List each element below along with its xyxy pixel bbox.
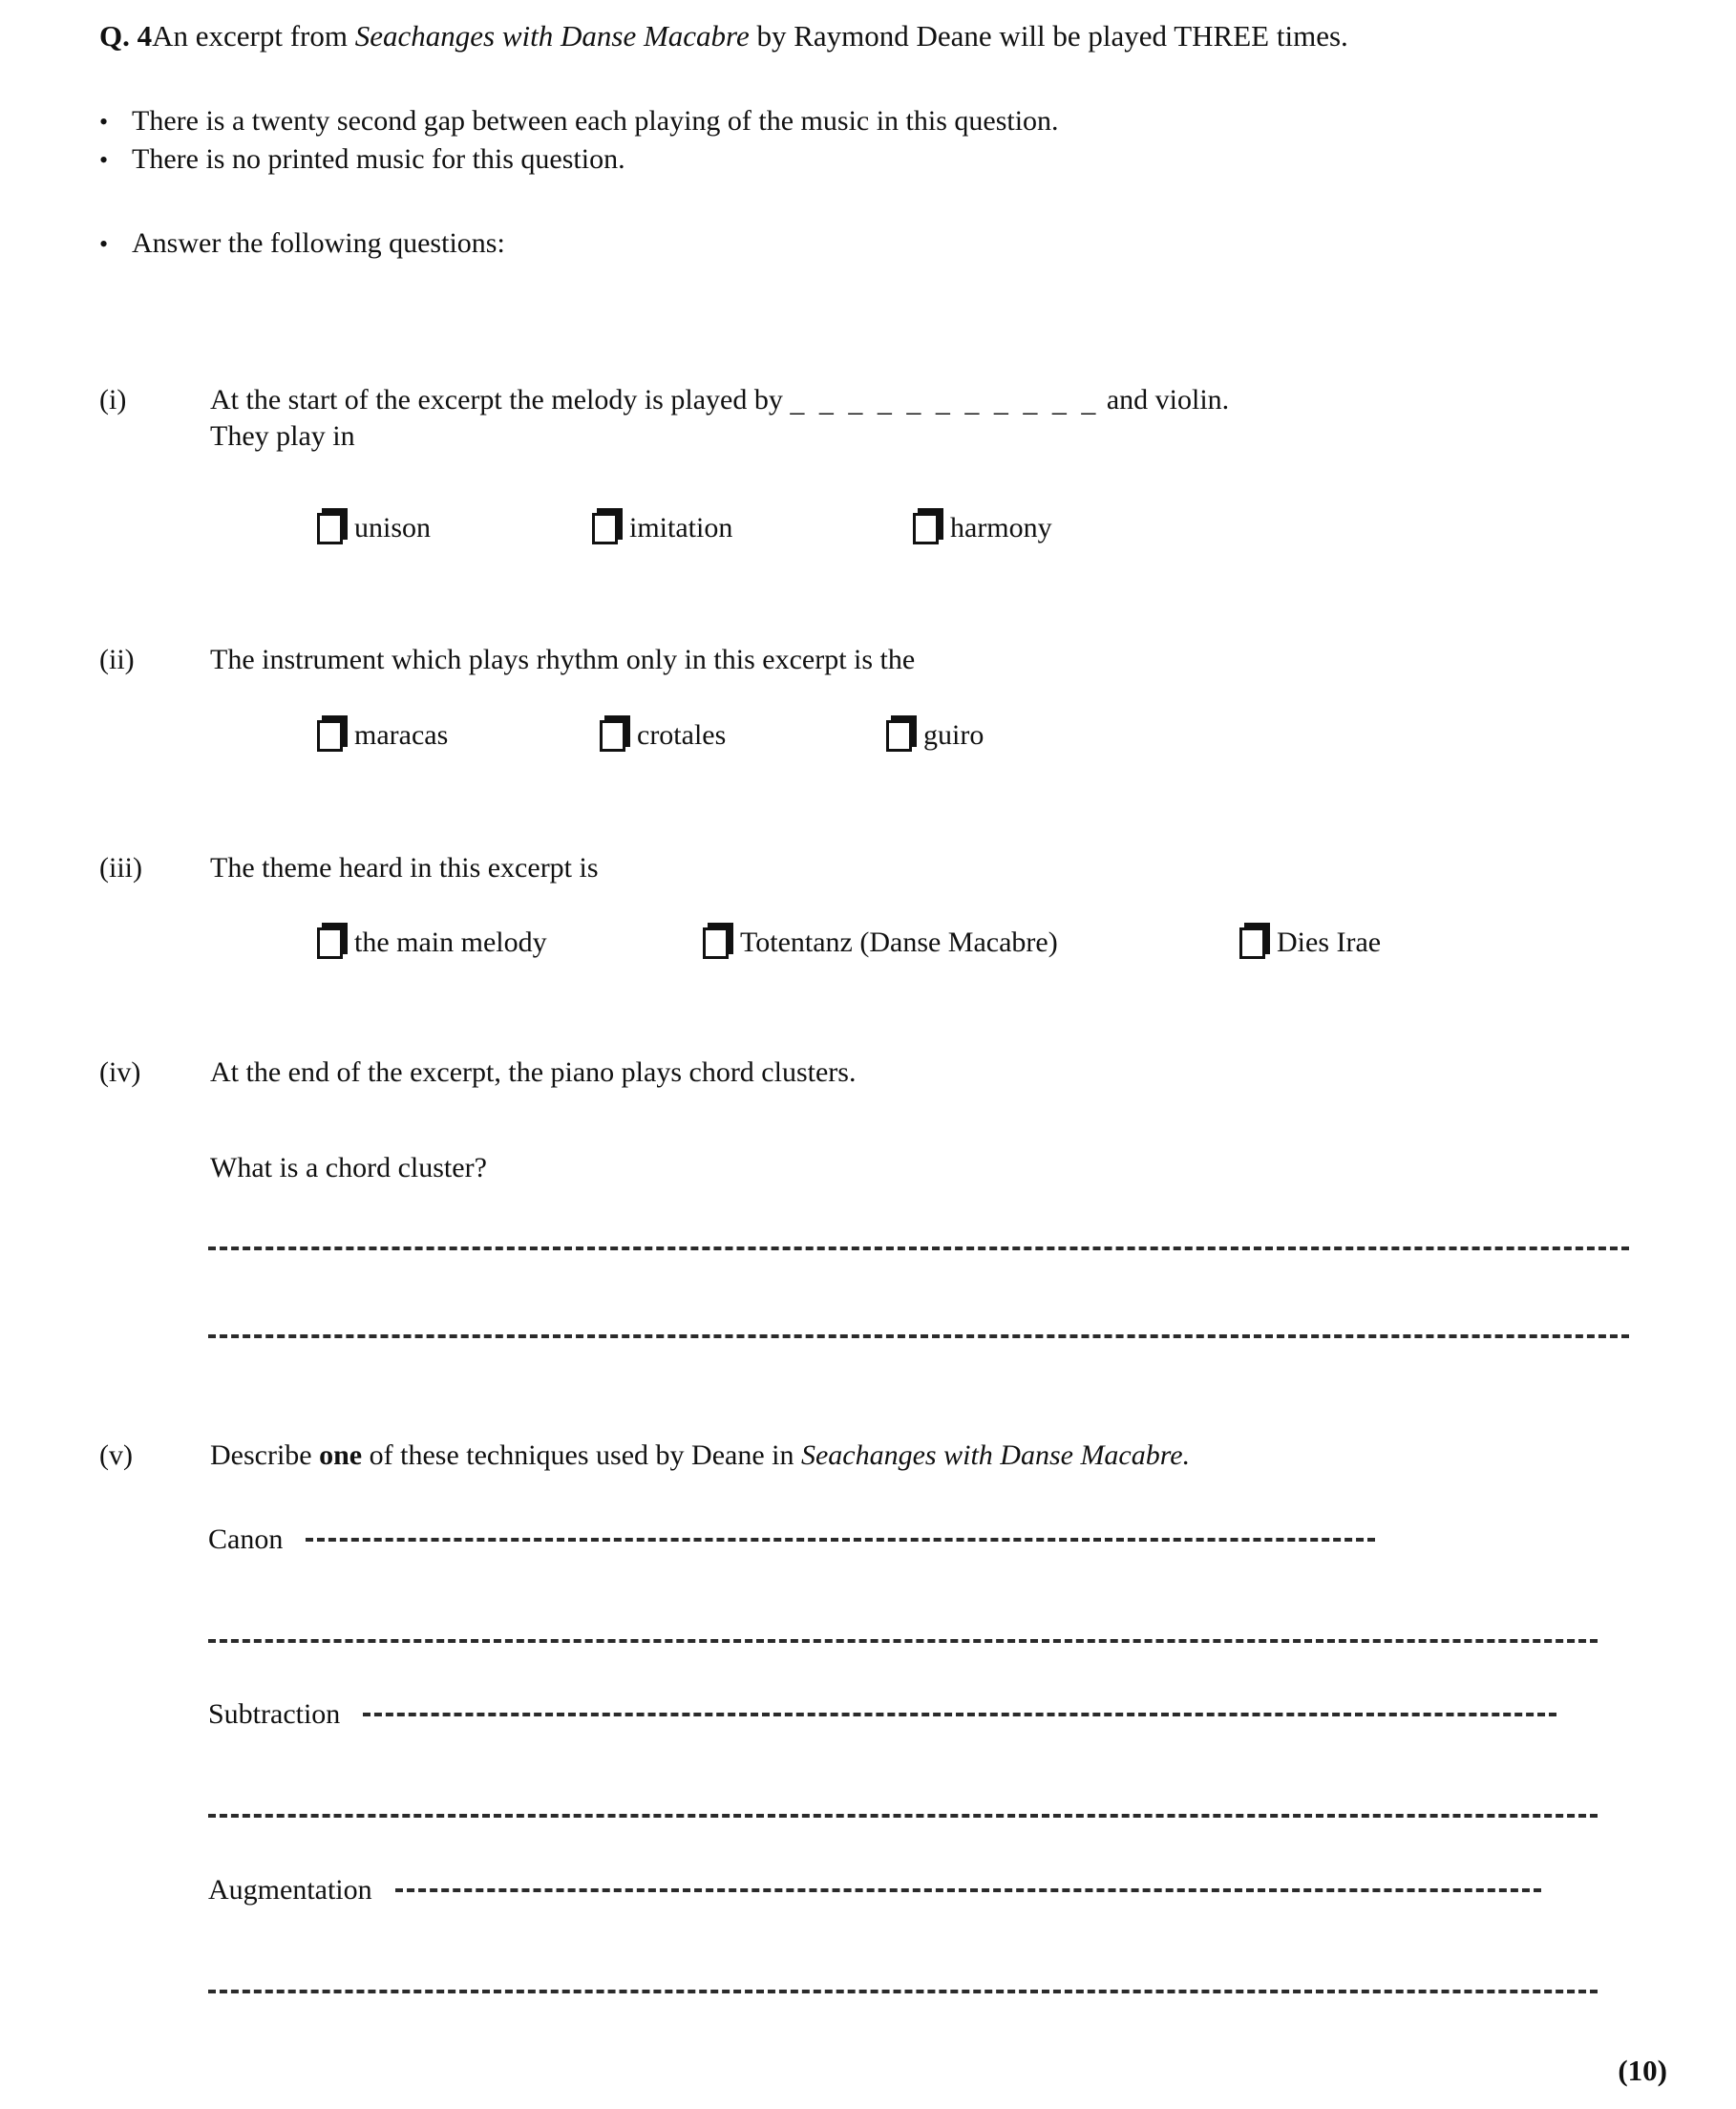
part-label-iii: (iii) [99, 852, 142, 884]
checkbox-icon[interactable] [317, 513, 343, 544]
part-label-iv: (iv) [99, 1056, 141, 1088]
part-i-text [210, 382, 1684, 418]
instruction-text: There is no printed music for this question. [132, 143, 625, 175]
technique-row-augmentation [208, 1874, 1598, 1907]
part-v-text-after-bold: of these techniques used by Deane in [362, 1439, 801, 1471]
part-iii-text: The theme heard in this excerpt is [210, 852, 599, 884]
part-iii-options [317, 927, 1381, 959]
checkbox-icon[interactable] [317, 720, 343, 752]
part-v-emphasis: one [319, 1439, 363, 1471]
part-i-options [317, 512, 1052, 544]
answer-line[interactable] [208, 1334, 1629, 1338]
question-intro-after-title: by Raymond Deane will be played THREE times. [749, 19, 1348, 53]
option-label: guiro [923, 719, 984, 751]
part-iv-sub-question: What is a chord cluster? [210, 1152, 487, 1184]
option-totentanz[interactable] [703, 927, 1239, 959]
answer-instruction-item [99, 229, 1665, 258]
answer-line[interactable] [208, 1990, 1598, 1993]
instruction-item [99, 145, 1665, 174]
checkbox-icon[interactable] [703, 927, 729, 959]
part-i-fill-in-blank[interactable]: _ _ _ _ _ _ _ _ _ _ _ [790, 386, 1100, 417]
question-part-iii [99, 850, 1684, 886]
option-label: crotales [637, 719, 727, 751]
part-iv-text: At the end of the excerpt, the piano plays chord clusters. [210, 1056, 857, 1088]
option-dies-irae[interactable] [1239, 927, 1381, 959]
answer-line[interactable] [395, 1888, 1541, 1892]
technique-row-canon [208, 1523, 1598, 1556]
checkbox-icon[interactable] [592, 513, 618, 544]
instruction-list [99, 107, 1665, 183]
bullet-icon: • [99, 108, 109, 136]
question-part-v [99, 1438, 1684, 1474]
question-intro-before-title: An excerpt from [152, 19, 355, 53]
answer-line[interactable] [208, 1246, 1629, 1250]
option-the-main-melody[interactable] [317, 927, 703, 959]
option-label: imitation [629, 512, 733, 543]
option-label: the main melody [354, 927, 547, 958]
part-ii-text: The instrument which plays rhythm only in this excerpt is the [210, 644, 916, 675]
answer-line[interactable] [208, 1639, 1598, 1643]
option-guiro[interactable] [886, 719, 984, 752]
checkbox-icon[interactable] [317, 927, 343, 959]
part-ii-options [317, 719, 984, 752]
question-part-iv [99, 1054, 1684, 1187]
part-label-i: (i) [99, 384, 127, 415]
part-i-text-after-blank: and violin. [1099, 384, 1230, 415]
checkbox-icon[interactable] [1239, 927, 1265, 959]
option-crotales[interactable] [600, 719, 886, 752]
part-v-work-title: Seachanges with Danse Macabre. [800, 1439, 1191, 1471]
option-label: unison [354, 512, 432, 543]
work-title: Seachanges with Danse Macabre [354, 19, 750, 53]
bullet-icon: • [99, 146, 109, 174]
part-label-v: (v) [99, 1439, 133, 1471]
technique-label: Subtraction [208, 1698, 341, 1730]
option-unison[interactable] [317, 512, 592, 544]
instruction-item [99, 107, 1665, 136]
option-imitation[interactable] [592, 512, 913, 544]
answer-instruction-text: Answer the following questions: [132, 227, 505, 259]
technique-row-subtraction [208, 1698, 1598, 1731]
part-i-second-line: They play in [210, 420, 355, 453]
bullet-icon: • [99, 230, 109, 258]
question-number: Q. 4 [99, 19, 153, 53]
total-marks: (10) [1618, 2054, 1667, 2087]
part-v-text [210, 1438, 1684, 1474]
answer-line[interactable] [306, 1538, 1375, 1542]
question-header [99, 17, 1684, 55]
checkbox-icon[interactable] [913, 513, 939, 544]
option-label: harmony [950, 512, 1052, 543]
technique-label: Canon [208, 1523, 284, 1555]
answer-instruction-list [99, 229, 1665, 267]
part-i-text-before-blank: At the start of the excerpt the melody is played by [210, 384, 791, 415]
part-v-text-before-bold: Describe [210, 1439, 320, 1471]
option-harmony[interactable] [913, 512, 1052, 544]
option-label: maracas [354, 719, 449, 751]
answer-line[interactable] [363, 1713, 1556, 1716]
option-maracas[interactable] [317, 719, 600, 752]
checkbox-icon[interactable] [886, 720, 912, 752]
instruction-text: There is a twenty second gap between each playing of the music in this question. [132, 105, 1059, 137]
option-label: Dies Irae [1277, 927, 1382, 958]
answer-line[interactable] [208, 1814, 1598, 1818]
checkbox-icon[interactable] [600, 720, 625, 752]
question-part-ii [99, 642, 1684, 678]
part-label-ii: (ii) [99, 644, 135, 675]
technique-label: Augmentation [208, 1874, 372, 1906]
question-part-i [99, 382, 1684, 456]
option-label: Totentanz (Danse Macabre) [740, 927, 1058, 958]
